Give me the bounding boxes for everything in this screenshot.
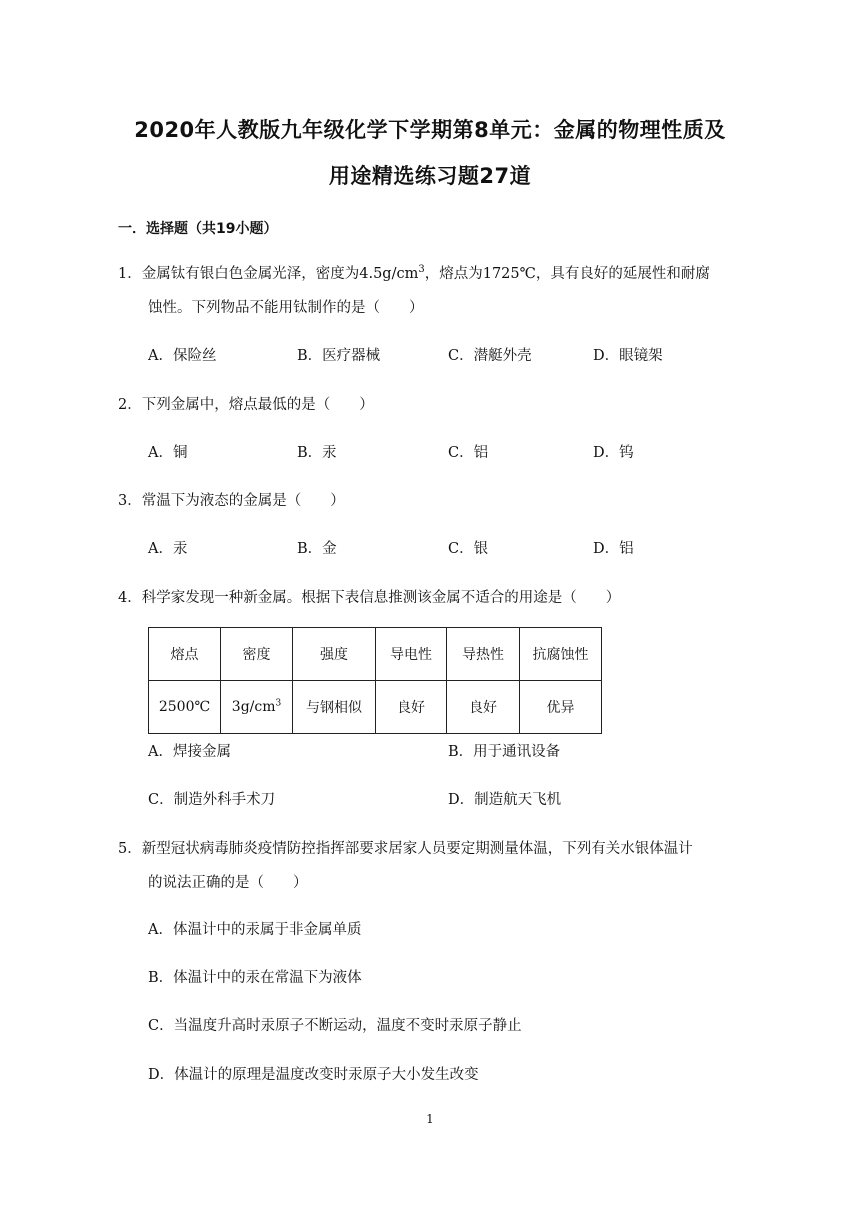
question-text: 常温下为液态的金属是（ ） xyxy=(141,493,345,509)
table-cell-thermal: 良好 xyxy=(447,681,520,734)
q4-option-d: D．制造航天飞机 xyxy=(448,792,562,808)
question-5 xyxy=(118,839,693,859)
q4-option-a: A．焊接金属 xyxy=(148,744,231,760)
question-number: 3． xyxy=(118,493,142,509)
question-number: 5． xyxy=(118,841,142,857)
q3-option-c: C．银 xyxy=(448,541,489,557)
density-value: 3g/cm xyxy=(231,699,276,715)
q4-option-b: B．用于通讯设备 xyxy=(448,744,561,760)
document-title-line-2: 用途精选练习题27道 xyxy=(328,164,532,188)
question-text: 金属钛有银白色金属光泽，密度为4.5g/cm xyxy=(141,266,419,282)
question-text: 新型冠状病毒肺炎疫情防控指挥部要求居家人员要定期测量体温，下列有关水银体温计 xyxy=(141,841,693,857)
table-header-cell: 熔点 xyxy=(149,628,221,681)
question-number: 1． xyxy=(118,266,142,282)
table-header-cell: 导热性 xyxy=(447,628,520,681)
q5-option-b: B．体温计中的汞在常温下为液体 xyxy=(148,970,362,986)
table-header-cell: 抗腐蚀性 xyxy=(520,628,602,681)
q1-option-d: D．眼镜架 xyxy=(593,348,663,364)
question-5-line-2: 的说法正确的是（ ） xyxy=(148,875,308,891)
table-cell-melting-point: 2500℃ xyxy=(149,681,221,734)
q1-option-c: C．潜艇外壳 xyxy=(448,348,532,364)
table-header-cell: 密度 xyxy=(221,628,293,681)
question-2 xyxy=(118,395,374,415)
table-cell-density xyxy=(221,681,293,734)
q3-option-d: D．铝 xyxy=(593,541,634,557)
q2-option-a: A．铜 xyxy=(148,445,188,461)
question-1-line-2: 蚀性。下列物品不能用钛制作的是（ ） xyxy=(148,300,424,316)
q2-option-d: D．钨 xyxy=(593,445,634,461)
q5-option-d: D．体温计的原理是温度改变时汞原子大小发生改变 xyxy=(148,1067,479,1083)
q1-option-b: B．医疗器械 xyxy=(297,348,381,364)
q5-option-c: C．当温度升高时汞原子不断运动，温度不变时汞原子静止 xyxy=(148,1018,522,1034)
metal-properties-table xyxy=(148,627,602,734)
q3-option-b: B．金 xyxy=(297,541,337,557)
section-heading: 一．选择题（共19小题） xyxy=(118,221,278,237)
q4-option-c: C．制造外科手术刀 xyxy=(148,792,276,808)
q5-option-a: A．体温计中的汞属于非金属单质 xyxy=(148,922,362,938)
q1-option-a: A．保险丝 xyxy=(148,348,217,364)
superscript: 3 xyxy=(275,698,282,709)
question-text: 下列金属中，熔点最低的是（ ） xyxy=(141,397,374,413)
page-number: 1 xyxy=(426,1112,434,1126)
question-4 xyxy=(118,588,620,608)
question-text: 科学家发现一种新金属。根据下表信息推测该金属不适合的用途是（ ） xyxy=(141,590,621,606)
q3-option-a: A．汞 xyxy=(148,541,188,557)
document-title-line-1: 2020年人教版九年级化学下学期第8单元：金属的物理性质及 xyxy=(134,118,726,142)
table-header-cell: 强度 xyxy=(293,628,376,681)
question-text-cont: ，熔点为1725℃，具有良好的延展性和耐腐 xyxy=(424,266,710,282)
table-header-row xyxy=(149,628,602,681)
table-cell-corrosion: 优异 xyxy=(520,681,602,734)
q2-option-c: C．铝 xyxy=(448,445,489,461)
table-row xyxy=(149,681,602,734)
question-number: 4． xyxy=(118,590,142,606)
table-cell-strength: 与钢相似 xyxy=(293,681,376,734)
table-header-cell: 导电性 xyxy=(376,628,447,681)
question-3 xyxy=(118,491,345,511)
table-cell-conductivity: 良好 xyxy=(376,681,447,734)
q2-option-b: B．汞 xyxy=(297,445,337,461)
superscript: 3 xyxy=(418,264,425,276)
question-number: 2． xyxy=(118,397,142,413)
question-1 xyxy=(118,264,710,284)
